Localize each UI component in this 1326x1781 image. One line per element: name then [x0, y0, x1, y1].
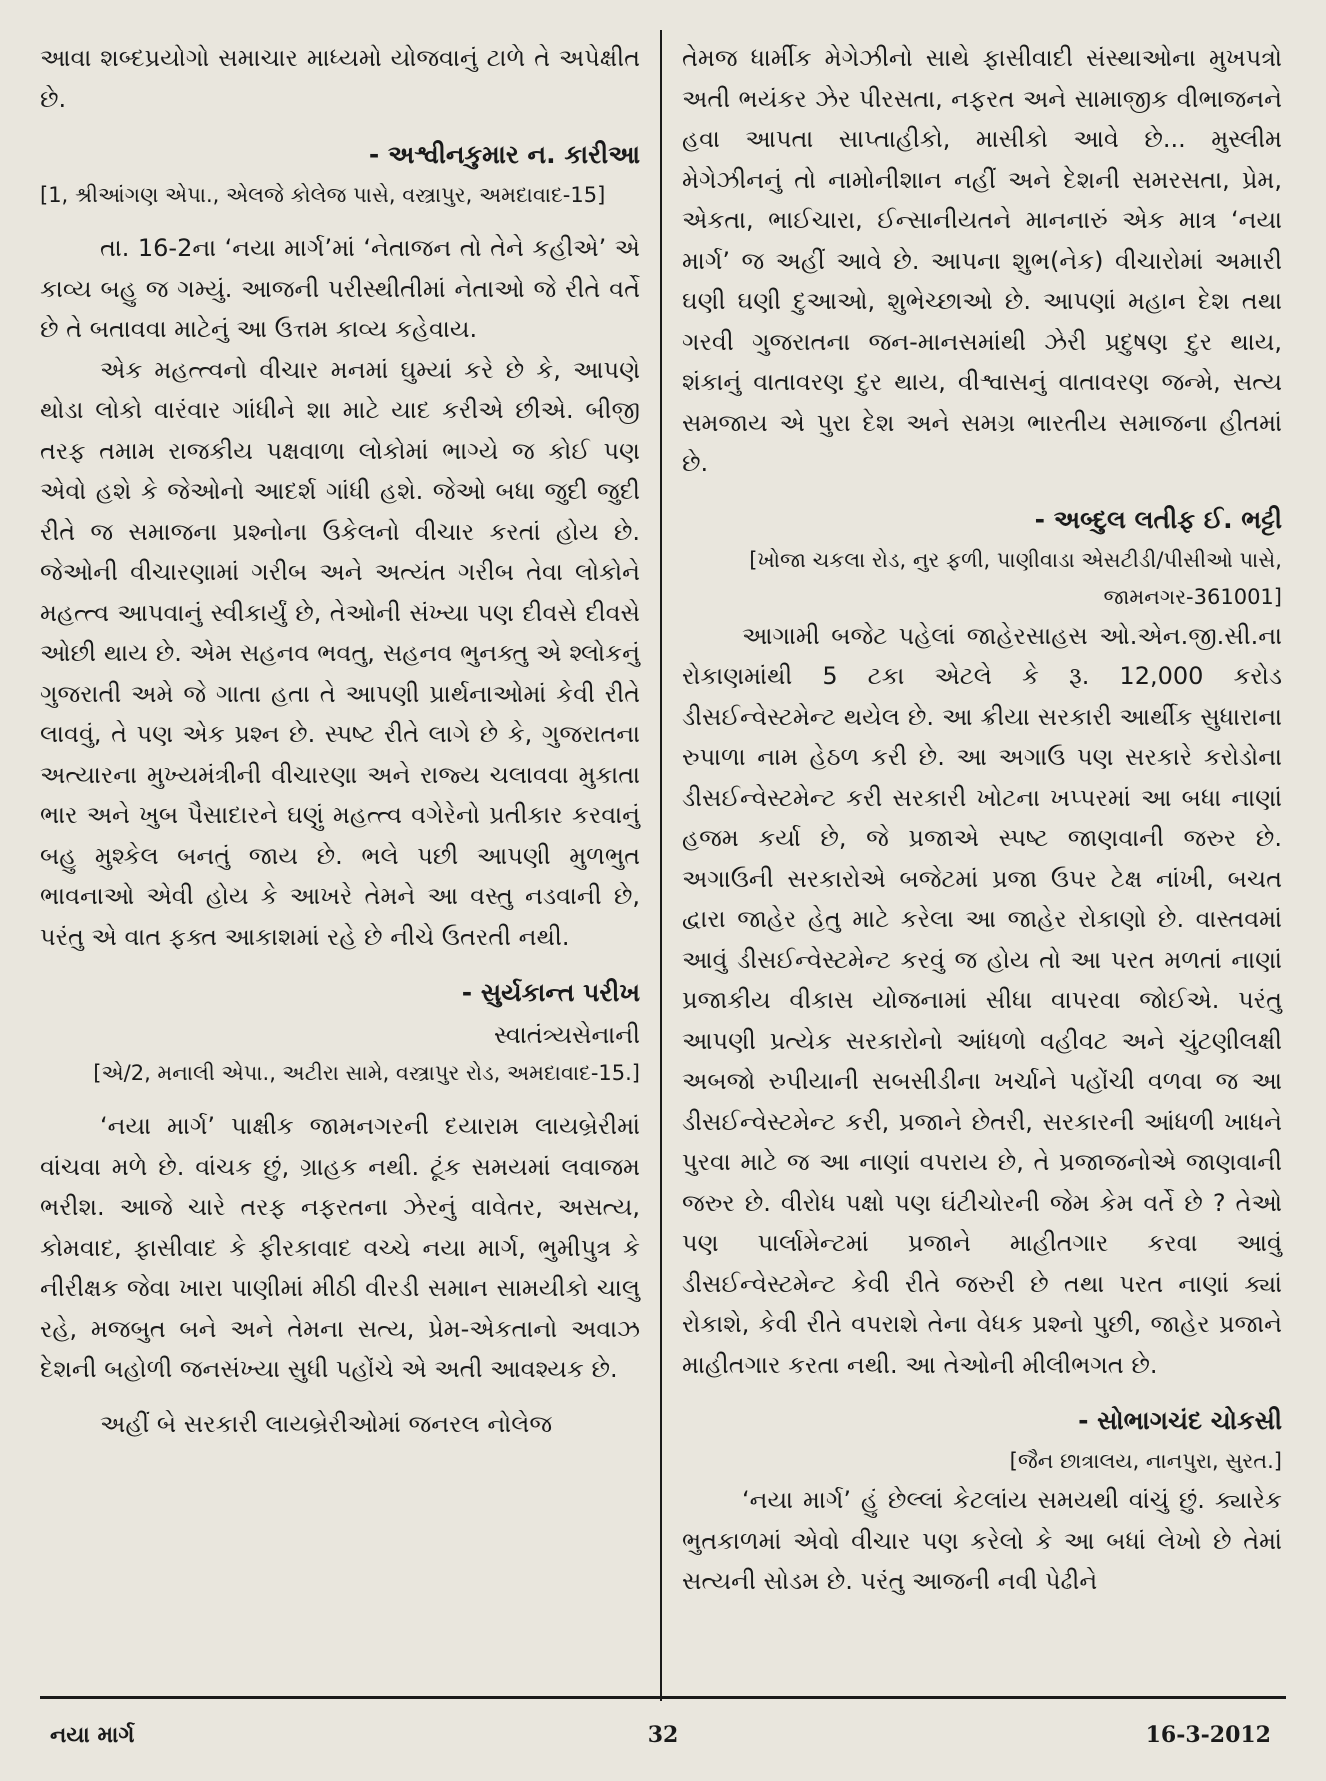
- paragraph: તા. 16-2ના ‘નયા માર્ગ’માં ‘નેતાજન તો તેને કહીએ’ એ કાવ્ય બહુ જ ગમ્યું. આજની પરીસ્થીતીમાં નેતાઓ જે રીતે વર્તે છે તે બતાવવા માટેનું આ ઉત્તમ કાવ્ય કહેવાય.: [40, 234, 640, 343]
- paragraph: આવા શબ્દપ્રયોગો સમાચાર માધ્યમો યોજવાનું ટાળે તે અપેક્ષીત છે.: [40, 44, 640, 113]
- paragraph: ‘નયા માર્ગ’ હું છેલ્લાં કેટલાંય સમયથી વાંચું છું. ક્યારેક ભુતકાળમાં એવો વીચાર પણ કરેલો કે આ બધાં લેખો છે તેમાં સત્યની સોડમ છે. પરંતુ આજની નવી પેઢીને: [682, 1486, 1282, 1595]
- author-role: સ્વાતંત્ર્યસેનાની: [494, 1021, 640, 1049]
- footer-date: 16-3-2012: [1145, 1722, 1271, 1748]
- footer-page-number: 32: [647, 1722, 679, 1748]
- author-address: [જૈન છાત્રાલય, નાનપુરા, સુરત.]: [1009, 1449, 1282, 1473]
- author-signature: - સુર્યકાન્ત પરીખ: [461, 978, 640, 1007]
- paragraph: એક મહત્ત્વનો વીચાર મનમાં ઘુમ્યાં કરે છે કે, આપણે થોડા લોકો વારંવાર ગાંધીને શા માટે યાદ કરીએ છીએ. બીજી તરફ તમામ રાજકીય પક્ષવાળા લોકોમાં ભાગ્યે જ કોઈ પણ એવો હશે કે જેઓનો આદર્શ ગાંધી હશે. જેઓ બધા જુદી જુદી રીતે જ સમાજના પ્રશ્નોના ઉકેલનો વીચાર કરતાં હોય છે. જેઓની વીચારણામાં ગરીબ અને અત્યંત ગરીબ તેવા લોકોને મહત્ત્વ આપવાનું સ્વીકાર્યું છે, તેઓની સંખ્યા પણ દીવસે દીવસે ઓછી થાય છે. એમ સહનવ ભવતુ, સહનવ ભુનક્તુ એ શ્લોકનું ગુજરાતી અમે જે ગાતા હતા તે આપણી પ્રાર્થનાઓમાં કેવી રીતે લાવવું, તે પણ એક પ્રશ્ન છે. સ્પષ્ટ રીતે લાગે છે કે, ગુજરાતના અત્યારના મુખ્યમંત્રીની વીચારણા અને રાજ્ય ચલાવવા મુકાતા ભાર અને ખુબ પૈસાદારને ઘણું મહત્ત્વ વગેરેનો પ્રતીકાર કરવાનું બહુ મુશ્કેલ બનતું જાય છે. ભલે પછી આપણી મુળભુત ભાવનાઓ એવી હોય કે આખરે તેમને આ વસ્તુ નડવાની છે, પરંતુ એ વાત ફક્ત આકાશમાં રહે છે નીચે ઉતરતી નથી.: [40, 355, 640, 951]
- paragraph: આગામી બજેટ પહેલાં જાહેરસાહસ ઓ.એન.જી.સી.ના રોકાણમાંથી 5 ટકા એટલે કે રૂ. 12,000 કરોડ ડીસઈન્વેસ્ટમેન્ટ થયેલ છે. આ ક્રીયા સરકારી આર્થીક સુધારાના રુપાળા નામ હેઠળ કરી છે. આ અગાઉ પણ સરકારે કરોડોના ડીસઈન્વેસ્ટમેન્ટ કરી સરકારી ખોટના ખપ્પરમાં આ બધા નાણાં હજમ કર્યા છે, જે પ્રજાએ સ્પષ્ટ જાણવાની જરુર છે. અગાઉની સરકારોએ બજેટમાં પ્રજા ઉપર ટેક્ષ નાંખી, બચત દ્વારા જાહેર હેતુ માટે કરેલા આ જાહેર રોકાણો છે. વાસ્તવમાં આવું ડીસઈન્વેસ્ટમેન્ટ કરવું જ હોય તો આ પરત મળતાં નાણાં પ્રજાકીય વીકાસ યોજનામાં સીધા વાપરવા જોઈએ. પરંતુ આપણી પ્રત્યેક સરકારોનો આંધળો વહીવટ અને ચુંટણીલક્ષી અબજો રુપીયાની સબસીડીના ખર્ચાને પહોંચી વળવા જ આ ડીસઈન્વેસ્ટમેન્ટ કરી, પ્રજાને છેતરી, સરકારની આંધળી ખાધને પુરવા માટે જ આ નાણાં વપરાય છે, તે પ્રજાજનોએ જાણવાની જરુર છે. વીરોધ પક્ષો પણ ઘંટીચોરની જેમ કેમ વર્તે છે ? તેઓ પણ પાર્લામેન્ટમાં પ્રજાને માહીતગાર કરવા આવું ડીસઈન્વેસ્ટમેન્ટ કેવી રીતે જરુરી છે તથા પરત નાણાં ક્યાં રોકાશે, કેવી રીતે વપરાશે તેના વેધક પ્રશ્નો પુછી, જાહેર પ્રજાને માહીતગાર કરતા નથી. આ તેઓની મીલીભગત છે.: [682, 621, 1282, 1379]
- author-address: [એ/2, મનાલી એપા., અટીરા સામે, વસ્ત્રાપુર રોડ, અમદાવાદ-15.]: [93, 1061, 640, 1085]
- left-column: [40, 38, 640, 1444]
- author-signature: - અબ્દુલ લતીફ ઈ. ભટ્ટી: [1034, 504, 1282, 534]
- page-footer: [40, 1722, 1286, 1756]
- paragraph: ‘નયા માર્ગ’ પાક્ષીક જામનગરની દયારામ લાયબ્રેરીમાં વાંચવા મળે છે. વાંચક છું, ગ્રાહક નથી. ટૂંક સમયમાં લવાજમ ભરીશ. આજે ચારે તરફ નફરતના ઝેરનું વાવેતર, અસત્ય, કોમવાદ, ફાસીવાદ કે ફીરકાવાદ વચ્ચે નયા માર્ગ, ભુમીપુત્ર કે નીરીક્ષક જેવા ખારા પાણીમાં મીઠી વીરડી સમાન સામયીકો ચાલુ રહે, મજબુત બને અને તેમના સત્ય, પ્રેમ-એકતાનો અવાઝ દેશની બહોળી જનસંખ્યા સુધી પહોંચે એ અતી આવશ્યક છે.: [40, 1112, 640, 1383]
- column-divider: [660, 30, 662, 1701]
- author-address: [ખોજા ચકલા રોડ, નુર ફળી, પાણીવાડા એસટીડી/પીસીઓ પાસે, જામનગર-361001]: [749, 547, 1282, 609]
- author-signature: - સોભાગચંદ ચોકસી: [1078, 1406, 1282, 1435]
- right-column: [682, 38, 1282, 1602]
- author-address: [1, શ્રીઆંગણ એપા., એલજે કોલેજ પાસે, વસ્ત્રાપુર, અમદાવાદ-15]: [40, 183, 606, 207]
- paragraph: અહીં બે સરકારી લાયબ્રેરીઓમાં જનરલ નોલેજ: [100, 1409, 553, 1438]
- footer-rule: [40, 1696, 1286, 1699]
- footer-magazine-name: નયા માર્ગ: [50, 1722, 135, 1748]
- author-signature: - અશ્વીનકુમાર ન. કારીઆ: [368, 140, 640, 169]
- paragraph: તેમજ ધાર્મીક મેગેઝીનો સાથે ફાસીવાદી સંસ્થાઓના મુખપત્રો અતી ભયંકર ઝેર પીરસતા, નફરત અને સામાજીક વીભાજનને હવા આપતા સાપ્તાહીકો, માસીકો આવે છે... મુસ્લીમ મેગેઝીનનું તો નામોનીશાન નહીં અને દેશની સમરસતા, પ્રેમ, એકતા, ભાઈચારા, ઈન્સાનીયતને માનનારું એક માત્ર ‘નયા માર્ગ’ જ અહીં આવે છે. આપના શુભ(નેક) વીચારોમાં અમારી ઘણી ઘણી દુઆઓ, શુભેચ્છાઓ છે. આપણાં મહાન દેશ તથા ગરવી ગુજરાતના જન-માનસમાંથી ઝેરી પ્રદુષણ દુર થાય, શંકાનું વાતાવરણ દુર થાય, વીશ્વાસનું વાતાવરણ જન્મે, સત્ય સમજાય એ પુરા દેશ અને સમગ્ર ભારતીય સમાજના હીતમાં છે.: [682, 44, 1282, 477]
